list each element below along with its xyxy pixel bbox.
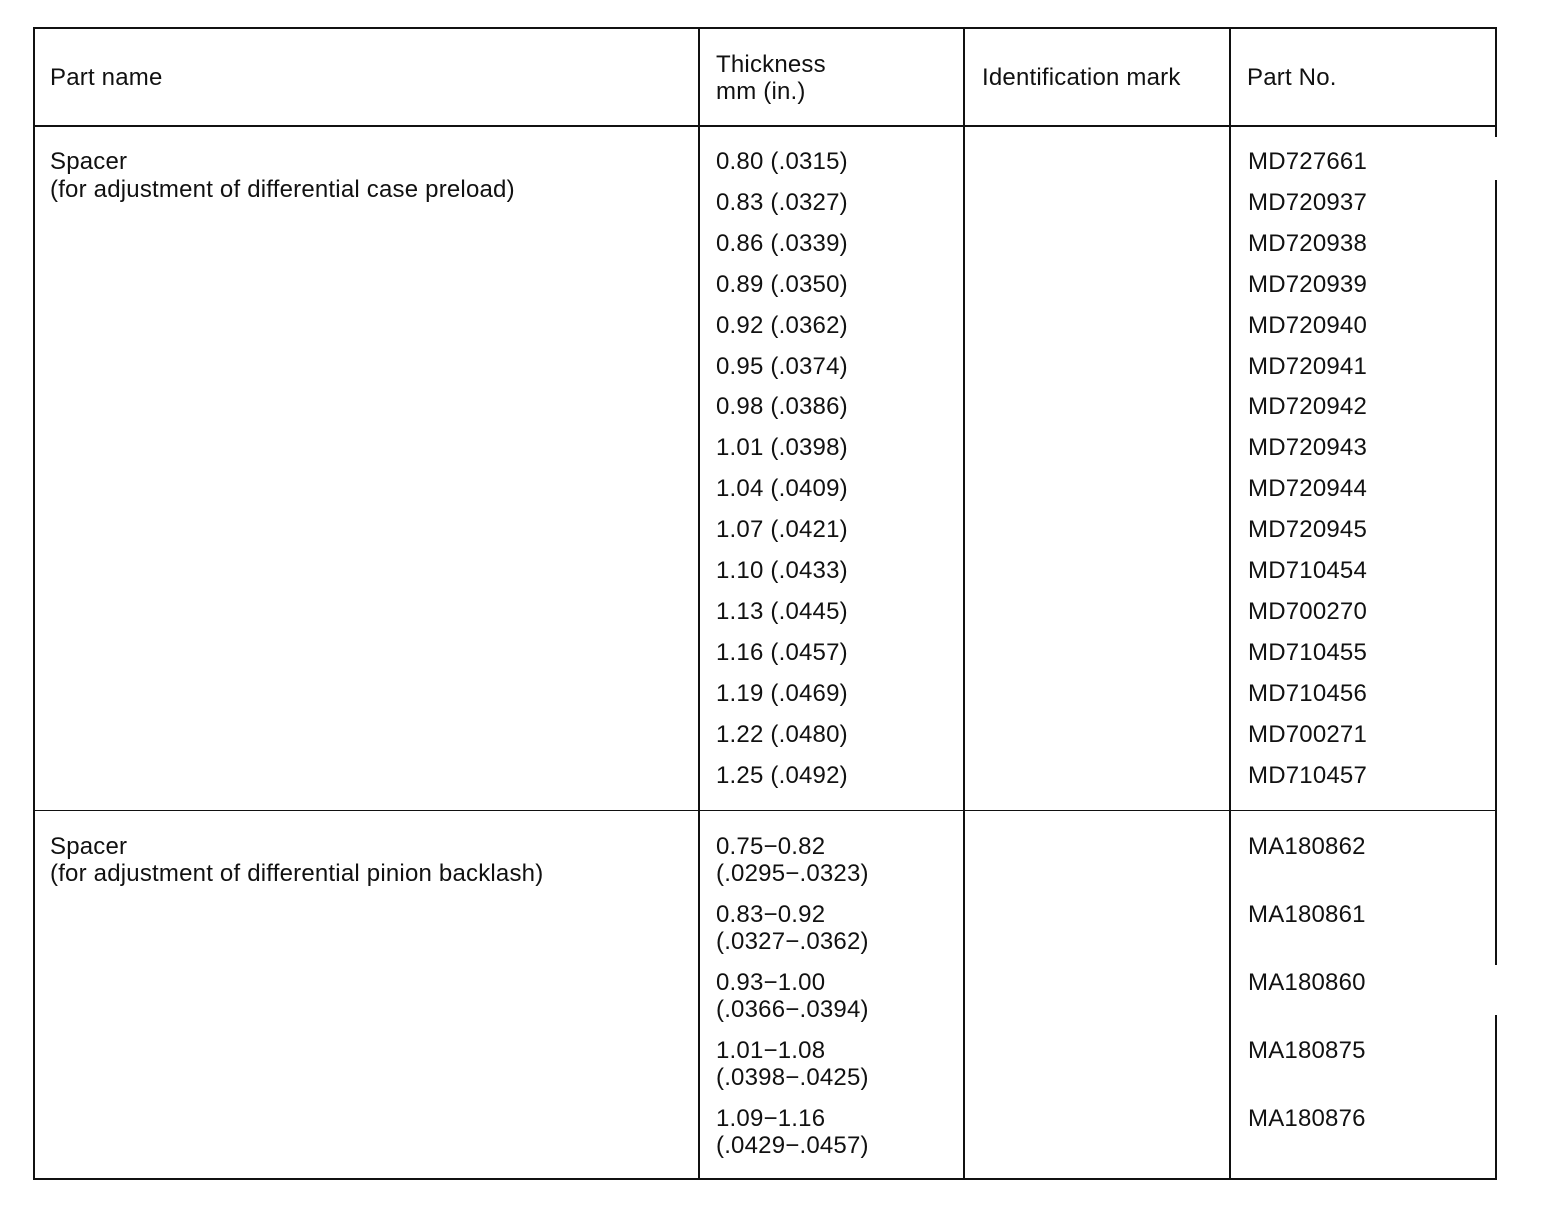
thickness-range-mm: 1.01−1.08	[716, 1037, 826, 1064]
part-number: MA180861	[1248, 901, 1366, 928]
thickness-value: 1.07 (.0421)	[716, 516, 848, 544]
table-right-border	[1495, 180, 1497, 965]
header-thickness-line2: mm (in.)	[716, 78, 806, 105]
part-number: MD727661	[1248, 148, 1368, 175]
thickness-value: 1.13 (.0445)	[716, 597, 848, 625]
part-number: MD710457	[1248, 761, 1368, 789]
thickness-range-in: (.0366−.0394)	[716, 996, 869, 1023]
thickness-value: 1.10 (.0433)	[716, 557, 848, 584]
part-number: MD710454	[1248, 557, 1368, 584]
header-part-no: Part No.	[1247, 64, 1337, 91]
table-right-border	[1495, 1015, 1497, 1180]
part-number: MD700271	[1248, 720, 1368, 748]
part-number: MD710455	[1248, 638, 1368, 666]
header-thickness	[716, 51, 826, 105]
thickness-range-in: (.0429−.0457)	[716, 1132, 869, 1159]
column-divider	[698, 27, 700, 1180]
thickness-range-mm: 0.93−1.00	[716, 969, 826, 996]
part-number: MD720937	[1248, 188, 1368, 216]
group2-purpose: (for adjustment of differential pinion backlash)	[50, 860, 544, 887]
group1-purpose: (for adjustment of differential case preload)	[50, 176, 515, 203]
thickness-value: 1.04 (.0409)	[716, 475, 848, 503]
group2-part-name: Spacer	[50, 833, 128, 860]
group-divider	[33, 810, 1497, 811]
part-number: MA180876	[1248, 1105, 1366, 1132]
thickness-value: 1.25 (.0492)	[716, 761, 848, 789]
thickness-value: 1.01 (.0398)	[716, 434, 848, 462]
header-divider	[33, 125, 1497, 127]
group1-part-name: Spacer	[50, 148, 128, 175]
part-number: MA180862	[1248, 833, 1366, 860]
header-part-name: Part name	[50, 64, 163, 91]
thickness-value: 0.98 (.0386)	[716, 393, 848, 421]
thickness-value: 0.95 (.0374)	[716, 352, 848, 380]
column-divider	[963, 27, 965, 1180]
table-right-border	[1495, 27, 1497, 137]
thickness-value: 1.22 (.0480)	[716, 720, 848, 748]
thickness-range-mm: 0.83−0.92	[716, 901, 826, 928]
column-divider	[1229, 27, 1231, 1180]
thickness-value: 1.19 (.0469)	[716, 679, 848, 707]
part-number: MD720943	[1248, 434, 1368, 462]
thickness-range-mm: 1.09−1.16	[716, 1105, 826, 1132]
header-thickness-line1: Thickness	[716, 51, 826, 78]
part-number: MD700270	[1248, 597, 1368, 625]
part-number: MD710456	[1248, 679, 1368, 707]
thickness-value: 0.92 (.0362)	[716, 311, 848, 339]
part-number: MD720938	[1248, 229, 1368, 257]
thickness-value: 1.16 (.0457)	[716, 638, 848, 666]
thickness-value: 0.89 (.0350)	[716, 270, 848, 298]
thickness-value: 0.86 (.0339)	[716, 229, 848, 257]
thickness-range-in: (.0295−.0323)	[716, 860, 869, 887]
header-identification-mark: Identification mark	[982, 64, 1181, 91]
part-number: MA180875	[1248, 1037, 1366, 1064]
thickness-value: 0.80 (.0315)	[716, 148, 848, 175]
thickness-range-mm: 0.75−0.82	[716, 833, 826, 860]
part-number: MA180860	[1248, 969, 1366, 996]
part-number: MD720942	[1248, 393, 1368, 421]
part-number: MD720940	[1248, 311, 1368, 339]
thickness-range-in: (.0327−.0362)	[716, 928, 869, 955]
thickness-range-in: (.0398−.0425)	[716, 1064, 869, 1091]
part-number: MD720941	[1248, 352, 1368, 380]
part-number: MD720939	[1248, 270, 1368, 298]
thickness-value: 0.83 (.0327)	[716, 188, 848, 216]
part-number: MD720945	[1248, 516, 1368, 544]
part-number: MD720944	[1248, 475, 1368, 503]
